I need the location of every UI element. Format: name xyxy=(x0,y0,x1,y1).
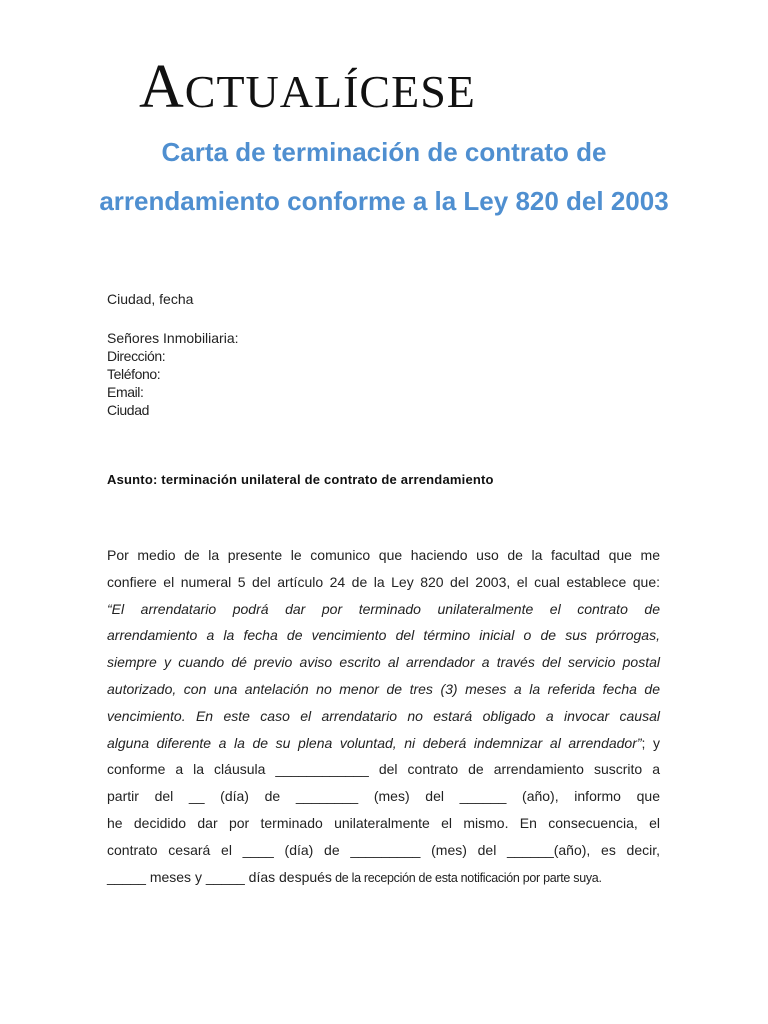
subject-line: Asunto: terminación unilateral de contrato de arrendamiento xyxy=(107,472,494,487)
recipient-address: Dirección: xyxy=(107,348,166,364)
letter-body xyxy=(107,542,660,890)
body-line: conforme a la cláusula ____________ del contrato de arrendamiento suscrito a xyxy=(107,761,660,778)
body-line: partir del __ (día) de ________ (mes) del ______ (año), informo que xyxy=(107,788,660,805)
final-part-a: _____ meses y _____ días después xyxy=(107,868,332,885)
quote-text: arrendamiento a la fecha de vencimiento del término inicial o de sus prórrogas, xyxy=(107,627,660,644)
body-line-quote xyxy=(107,730,660,757)
quote-tail: ; y xyxy=(641,734,661,751)
logo-rest: CTUALÍCESE xyxy=(184,66,476,117)
body-line: confiere el numeral 5 del artículo 24 de la Ley 820 del 2003, el cual establece que: xyxy=(107,573,660,590)
quote-text: autorizado, con una antelación no menor de tres (3) meses a la referida fecha de xyxy=(107,680,660,697)
body-line-quote xyxy=(107,703,660,730)
recipient-email: Email: xyxy=(107,384,144,400)
recipient-block xyxy=(107,329,239,419)
final-part-b: de la recepción de esta notificación por parte suya. xyxy=(331,870,602,885)
body-line-quote xyxy=(107,622,660,649)
body-line-quote xyxy=(107,596,660,623)
body-line: Por medio de la presente le comunico que haciendo uso de la facultad que me xyxy=(107,547,660,563)
body-line-final xyxy=(107,864,660,891)
actualicese-logo xyxy=(139,53,476,121)
body-line: contrato cesará el ____ (día) de _________ (mes) del ______(año), es decir, xyxy=(107,841,660,858)
quote-text: vencimiento. En este caso el arrendatario no estará obligado a invocar causal xyxy=(107,707,660,724)
quote-text: “El arrendatario podrá dar por terminado unilateralmente el contrato de xyxy=(107,600,660,617)
city-date: Ciudad, fecha xyxy=(107,291,194,307)
recipient-phone: Teléfono: xyxy=(107,366,161,382)
document-title: Carta de terminación de contrato de arrendamiento conforme a la Ley 820 del 2003 xyxy=(99,137,669,216)
logo-initial: A xyxy=(139,53,185,121)
recipient-name: Señores Inmobiliaria: xyxy=(107,330,239,346)
body-line: he decidido dar por terminado unilateralmente el mismo. En consecuencia, el xyxy=(107,814,660,831)
recipient-city: Ciudad xyxy=(107,402,149,418)
quote-text: siempre y cuando dé previo aviso escrito al arrendador a través del servicio postal xyxy=(107,654,660,671)
body-line-quote xyxy=(107,676,660,703)
quote-text: alguna diferente a la de su plena voluntad, ni deberá indemnizar al arrendador” xyxy=(107,734,642,751)
body-line-quote xyxy=(107,649,660,676)
